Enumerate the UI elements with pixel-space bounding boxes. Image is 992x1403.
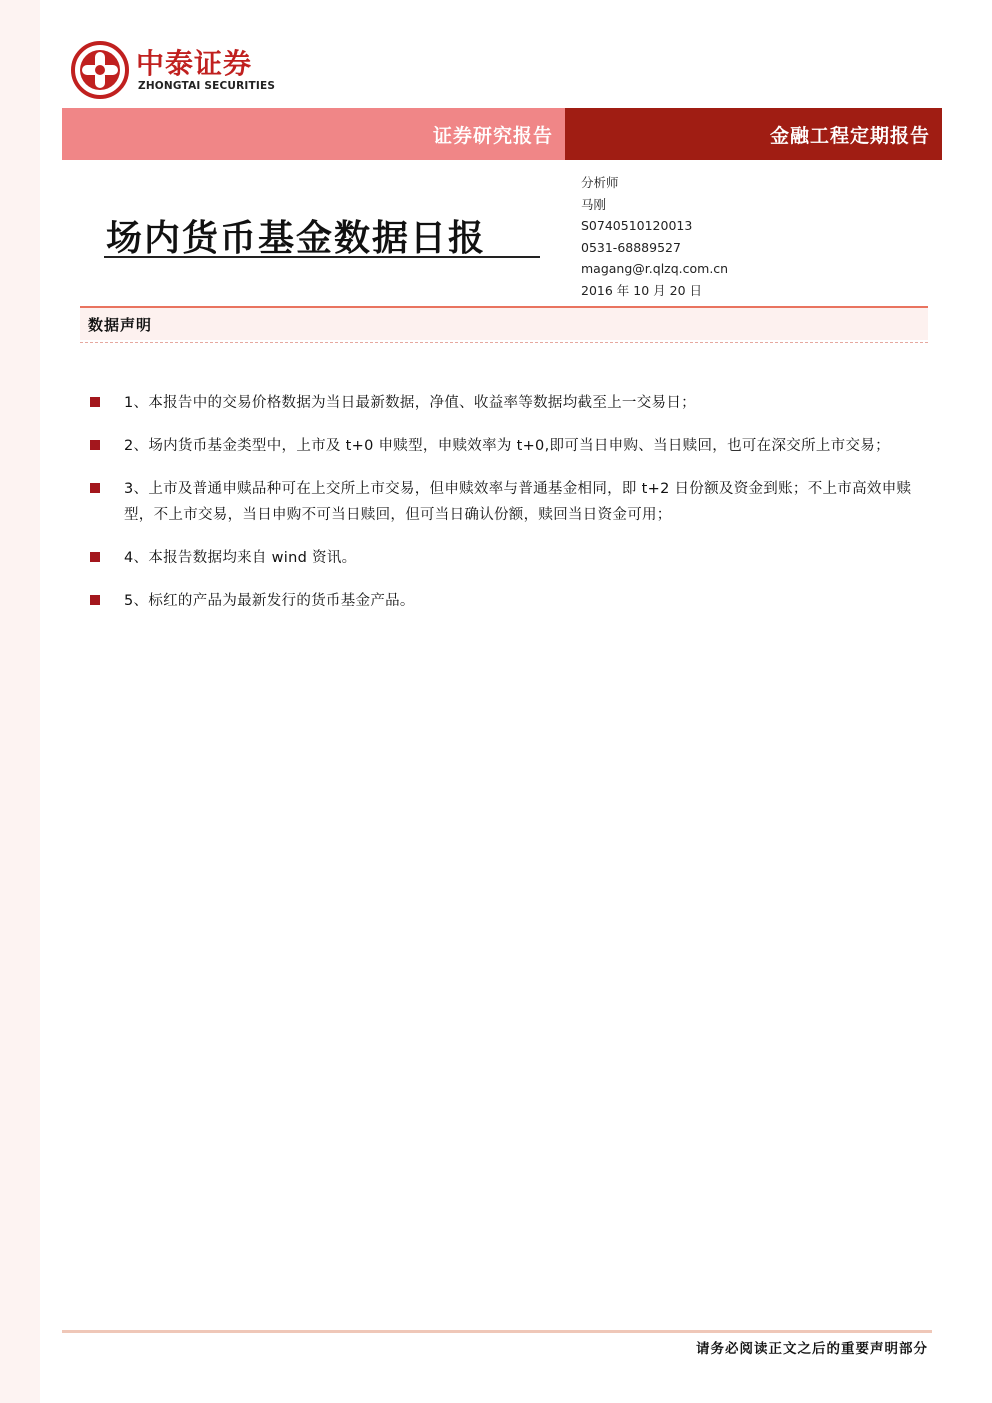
- analyst-license: S0740510120013: [581, 218, 693, 233]
- analyst-phone: 0531-68889527: [581, 239, 681, 255]
- analyst-name: 马刚: [581, 196, 607, 212]
- square-bullet-icon: [90, 440, 100, 450]
- title-underline: [104, 256, 540, 258]
- banner-right: [565, 108, 942, 160]
- footer-notice: 请务必阅读正文之后的重要声明部分: [696, 1341, 928, 1357]
- page-side-strip: [0, 0, 40, 1403]
- section-title: 数据声明: [88, 316, 153, 334]
- report-date: 2016 年 10 月 20 日: [581, 282, 702, 298]
- square-bullet-icon: [90, 552, 100, 562]
- logo-name-cn: 中泰证券: [136, 47, 253, 80]
- list-item-text: 2、场内货币基金类型中，上市及 t+0 申赎型，申赎效率为 t+0,即可当日申购、当日赎回，也可在深交所上市交易；: [124, 438, 890, 454]
- footer-divider: [62, 1330, 932, 1333]
- list-item: [90, 545, 930, 571]
- list-item-text: 5、标红的产品为最新发行的货币基金产品。: [124, 593, 415, 609]
- report-type-label: 证券研究报告: [432, 125, 553, 147]
- analyst-role: 分析师: [581, 175, 619, 190]
- list-item-text: 4、本报告数据均来自 wind 资讯。: [124, 550, 357, 566]
- list-item-text: 3、上市及普通申赎品种可在上交所上市交易，但申赎效率与普通基金相同，即 t+2 日份额及资金到账；不上市高效申赎型，不上市交易，当日申购不可当日赎回，但可当日确认份额，赎回当日资金可用；: [124, 481, 912, 523]
- list-item: [90, 476, 930, 528]
- analyst-email[interactable]: magang@r.qlzq.com.cn: [581, 261, 729, 276]
- report-category-label: 金融工程定期报告: [769, 125, 930, 147]
- report-title: 场内货币基金数据日报: [106, 217, 487, 259]
- company-logo: [70, 40, 310, 100]
- analyst-info: [581, 172, 728, 301]
- logo-emblem-icon: [70, 40, 130, 100]
- banner-left: [62, 108, 565, 160]
- list-item: [90, 588, 930, 614]
- disclaimer-list: [90, 390, 930, 631]
- list-item: [90, 390, 930, 416]
- square-bullet-icon: [90, 483, 100, 493]
- square-bullet-icon: [90, 595, 100, 605]
- square-bullet-icon: [90, 397, 100, 407]
- section-header: [80, 306, 928, 340]
- report-banner: [62, 108, 942, 160]
- list-item: [90, 433, 930, 459]
- list-item-text: 1、本报告中的交易价格数据为当日最新数据，净值、收益率等数据均截至上一交易日；: [124, 395, 696, 411]
- logo-name-en: ZHONGTAI SECURITIES: [138, 80, 276, 92]
